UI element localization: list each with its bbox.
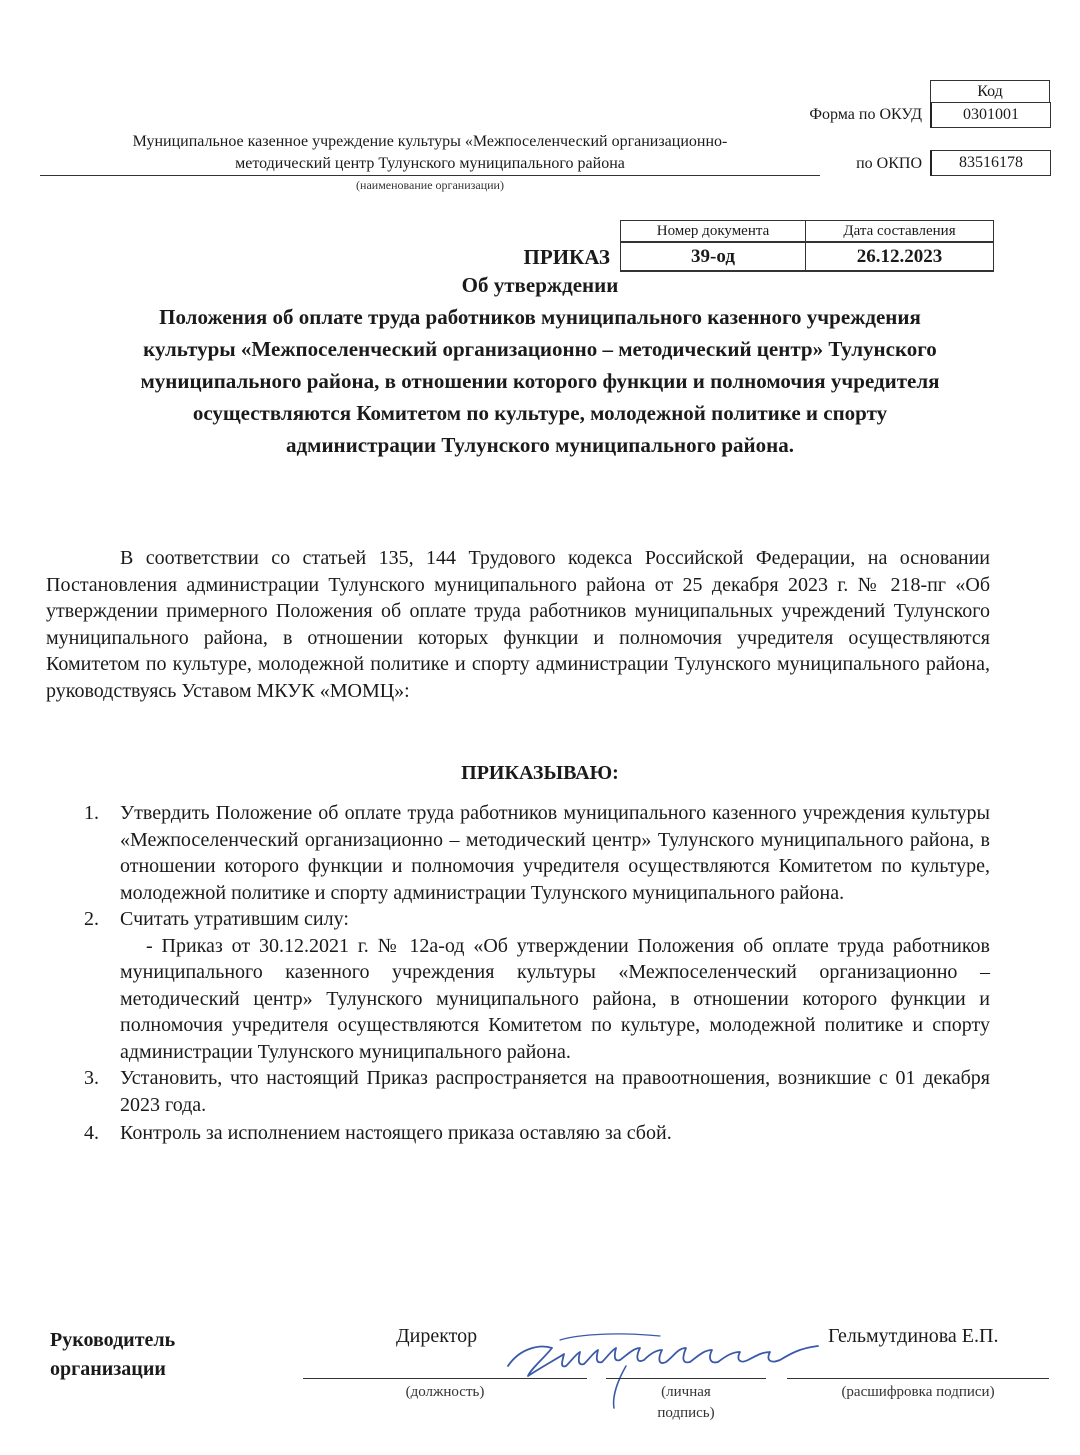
doc-date: 26.12.2023 xyxy=(806,242,994,271)
title-line-1: Об утверждении xyxy=(461,273,619,297)
org-name-underline xyxy=(40,175,820,176)
item-number: 4. xyxy=(84,1122,99,1144)
order-item-4 xyxy=(46,1120,990,1147)
position-caption: (должность) xyxy=(405,1384,485,1400)
item-text: Контроль за исполнением настоящего приказа оставляю за сбой. xyxy=(120,1122,672,1144)
head-label-2: организации xyxy=(50,1358,166,1380)
head-label-1: Руководитель xyxy=(50,1329,176,1351)
doc-number: 39-од xyxy=(621,242,806,271)
code-column-header: Код xyxy=(930,80,1050,102)
title-line-2: Положения об оплате труда работников муниципального казенного учреждения xyxy=(159,305,921,329)
doc-date-header: Дата составления xyxy=(806,221,994,243)
order-items-list xyxy=(46,800,990,1147)
signature-caption-2: подпись) xyxy=(657,1405,715,1421)
item-text: Установить, что настоящий Приказ распространяется на правоотношения, возникшие с 01 декабря 2023 года. xyxy=(120,1067,990,1116)
order-item-1 xyxy=(46,800,990,906)
title-line-5: осуществляются Комитетом по культуре, молодежной политике и спорту xyxy=(192,401,888,425)
order-item-3 xyxy=(46,1065,990,1118)
item-number: 3. xyxy=(84,1067,99,1089)
org-name-caption: (наименование организации) xyxy=(356,178,504,192)
position-line xyxy=(303,1378,587,1379)
title-line-4: муниципального района, в отношении которого функции и полномочия учредителя xyxy=(140,369,940,393)
doc-number-date-table xyxy=(620,220,994,272)
order-item-2 xyxy=(46,906,990,1065)
item-text: Считать утратившим силу: xyxy=(120,908,349,930)
doc-number-header: Номер документа xyxy=(621,221,806,243)
title-line-3: культуры «Межпоселенческий организационно – методический центр» Тулунского xyxy=(143,337,937,361)
signer-position: Директор xyxy=(396,1325,478,1347)
okpo-code: 83516178 xyxy=(930,150,1051,176)
item-subtext: - Приказ от 30.12.2021 г. № 12а-од «Об утверждении Положения об оплате труда работников муниципального казенного учреждения культуры «Межпоселенческий организационно – методический центр» Тулунского муниципального района, в отношении которого функции и полномочия учредителя осуществляются Комитетом по культуре, молодежной политике и спорту администрации Тулунского муниципального района. xyxy=(120,934,990,1063)
doc-type-title: ПРИКАЗ xyxy=(523,245,610,269)
signature-line xyxy=(606,1378,766,1379)
signature-caption-1: (личная xyxy=(661,1384,711,1400)
org-name-line-2: методический центр Тулунского муниципального района xyxy=(235,155,625,172)
name-caption: (расшифровка подписи) xyxy=(841,1384,995,1400)
intro-paragraph: В соответствии со статьей 135, 144 Трудового кодекса Российской Федерации, на основании Постановления администрации Тулунского муниципального района от 25 декабря 2023 г. № 218-пг «Об утверждении примерного Положения об оплате труда работников муниципальных учреждений Тулунского муниципального района, в отношении которых функции и полномочия учредителя осуществляются Комитетом по культуре, молодежной политике и спорту администрации Тулунского муниципального района, руководствуясь Уставом МКУК «МОМЦ»: xyxy=(46,547,990,702)
okpo-label: по ОКПО xyxy=(856,155,922,172)
name-line xyxy=(787,1378,1049,1379)
title-line-6: администрации Тулунского муниципального района. xyxy=(286,433,794,457)
document-title xyxy=(40,301,1040,461)
org-name-line-1: Муниципальное казенное учреждение культуры «Межпоселенческий организационно- xyxy=(132,133,728,150)
okud-label: Форма по ОКУД xyxy=(809,106,922,123)
item-number: 1. xyxy=(84,802,99,824)
item-text: Утвердить Положение об оплате труда работников муниципального казенного учреждения культуры «Межпоселенческий организационно – методический центр» Тулунского муниципального района, в отношении которого функции и полномочия учредителя осуществляются Комитетом по культуре, молодежной политике и спорту администрации Тулунского муниципального района. xyxy=(120,802,990,904)
item-number: 2. xyxy=(84,908,99,930)
okud-code: 0301001 xyxy=(930,102,1051,128)
order-word: ПРИКАЗЫВАЮ: xyxy=(461,762,619,784)
signer-name: Гельмутдинова Е.П. xyxy=(828,1325,999,1347)
